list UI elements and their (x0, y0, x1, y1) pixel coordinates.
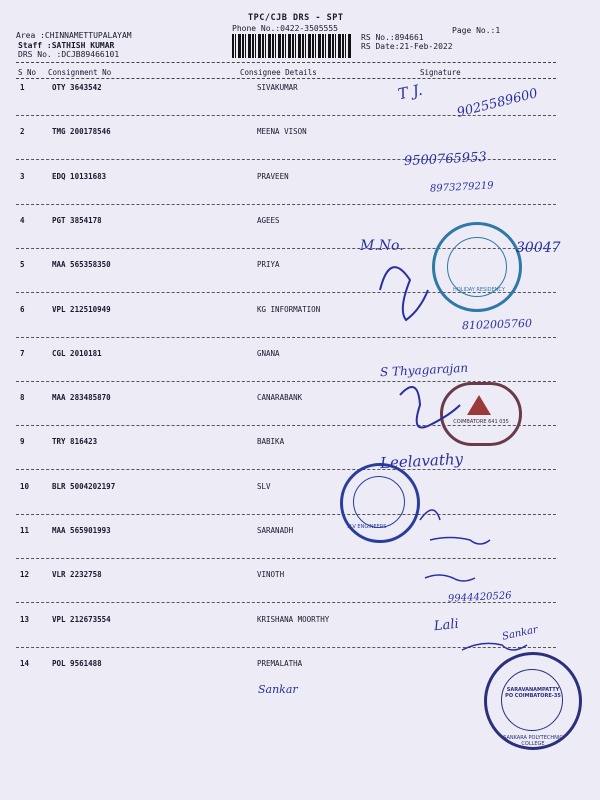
document-title: TPC/CJB DRS - SPT (248, 13, 344, 23)
column-header-sno: S No (18, 68, 37, 77)
handwritten-note: 30047 (516, 240, 561, 256)
drs-number: DRS No. :DCJB89466101 (18, 50, 120, 59)
column-header-consignee: Consignee Details (240, 68, 317, 77)
handwritten-signature: Sankar (501, 624, 539, 643)
consignment-number: POL 9561488 (52, 658, 102, 668)
consignment-number: PGT 3854178 (52, 215, 102, 225)
consignment-number: VPL 212510949 (52, 304, 111, 314)
handwritten-phone: 9025589600 (455, 86, 540, 121)
serial-number: 12 (20, 570, 30, 580)
serial-number: 2 (20, 127, 25, 137)
consignment-number: TMG 200178546 (52, 127, 111, 137)
serial-number: 4 (20, 215, 25, 225)
serial-number: 14 (20, 658, 30, 668)
handwritten-signature: Lali (433, 616, 460, 635)
consignee-name: KG INFORMATION (257, 304, 321, 314)
consignment-number: BLR 5004202197 (52, 481, 116, 491)
consignee-name: GNANA (257, 348, 280, 358)
serial-number: 7 (20, 348, 25, 358)
consignee-name: VINOTH (257, 570, 285, 580)
college-stamp-inner-text: SARAVANAMPATTY PO COIMBATORE-35 (505, 687, 561, 699)
serial-number: 8 (20, 393, 25, 403)
serial-number: 3 (20, 171, 25, 181)
consignment-number: EDQ 10131683 (52, 171, 107, 181)
column-header-signature: Signature (420, 68, 461, 77)
consignee-name: MEENA VISON (257, 127, 307, 137)
page-number: Page No.:1 (452, 26, 501, 35)
consignment-number: TRY 816423 (52, 437, 98, 447)
holiday-stamp-text: HOLIDAY RESIDENCY (453, 287, 505, 293)
handwritten-phone: 9944420526 (447, 590, 512, 605)
serial-number: 1 (20, 83, 25, 92)
consignee-name: PRIYA (257, 260, 280, 270)
consignee-name: AGEES (257, 215, 280, 225)
consignee-name: PRAVEEN (257, 171, 289, 181)
college-stamp-text: SANKARA POLYTECHNIC COLLEGE (503, 735, 563, 747)
handwritten-phone: 8973279219 (429, 180, 494, 195)
serial-number: 9 (20, 437, 25, 447)
staff-label: Staff :SATHISH KUMAR (18, 41, 115, 50)
consignment-number: CGL 2010181 (52, 348, 102, 358)
consignment-number: OTY 3643542 (52, 83, 102, 92)
consignee-name: SLV (257, 481, 271, 491)
phone-number: Phone No.:0422-3505555 (232, 24, 338, 33)
consignee-name: KRISHANA MOORTHY (257, 614, 330, 624)
handwritten-signature: S Thyagarajan (379, 360, 469, 380)
engineering-stamp-text: SLV ENGINEERS (347, 524, 387, 530)
consignment-number: MAA 565901993 (52, 526, 111, 535)
consignee-name: PREMALATHA (257, 658, 303, 668)
consignee-name: SARANADH (257, 526, 294, 535)
handwritten-signature: Sankar (258, 683, 298, 696)
consignment-number: MAA 565358350 (52, 260, 111, 270)
consignment-number: VLR 2232758 (52, 570, 102, 580)
rs-date: RS Date:21-Feb-2022 (361, 42, 453, 51)
consignee-name: BABIKA (257, 437, 285, 447)
consignee-name: SIVAKUMAR (257, 83, 298, 92)
area-label: Area :CHINNAMETTUPALAYAM (16, 31, 132, 40)
handwritten-phone: 8102005760 (461, 316, 533, 333)
serial-number: 11 (20, 526, 30, 535)
consignment-number: MAA 283485870 (52, 393, 111, 403)
serial-number: 5 (20, 260, 25, 270)
handwritten-note: T J. (396, 80, 424, 104)
bank-stamp-text: COIMBATORE 641 035 (453, 419, 509, 425)
serial-number: 13 (20, 614, 30, 624)
consignment-number: VPL 212673554 (52, 614, 111, 624)
handwritten-phone: 9500765953 (403, 149, 488, 170)
handwritten-note: M.No. (360, 238, 404, 254)
consignee-name: CANARABANK (257, 393, 303, 403)
serial-number: 10 (20, 481, 30, 491)
serial-number: 6 (20, 304, 25, 314)
column-header-consignment: Consignment No (48, 68, 112, 77)
rs-number: RS No.:894661 (361, 33, 424, 42)
handwritten-signature: Leelavathy (379, 449, 464, 473)
